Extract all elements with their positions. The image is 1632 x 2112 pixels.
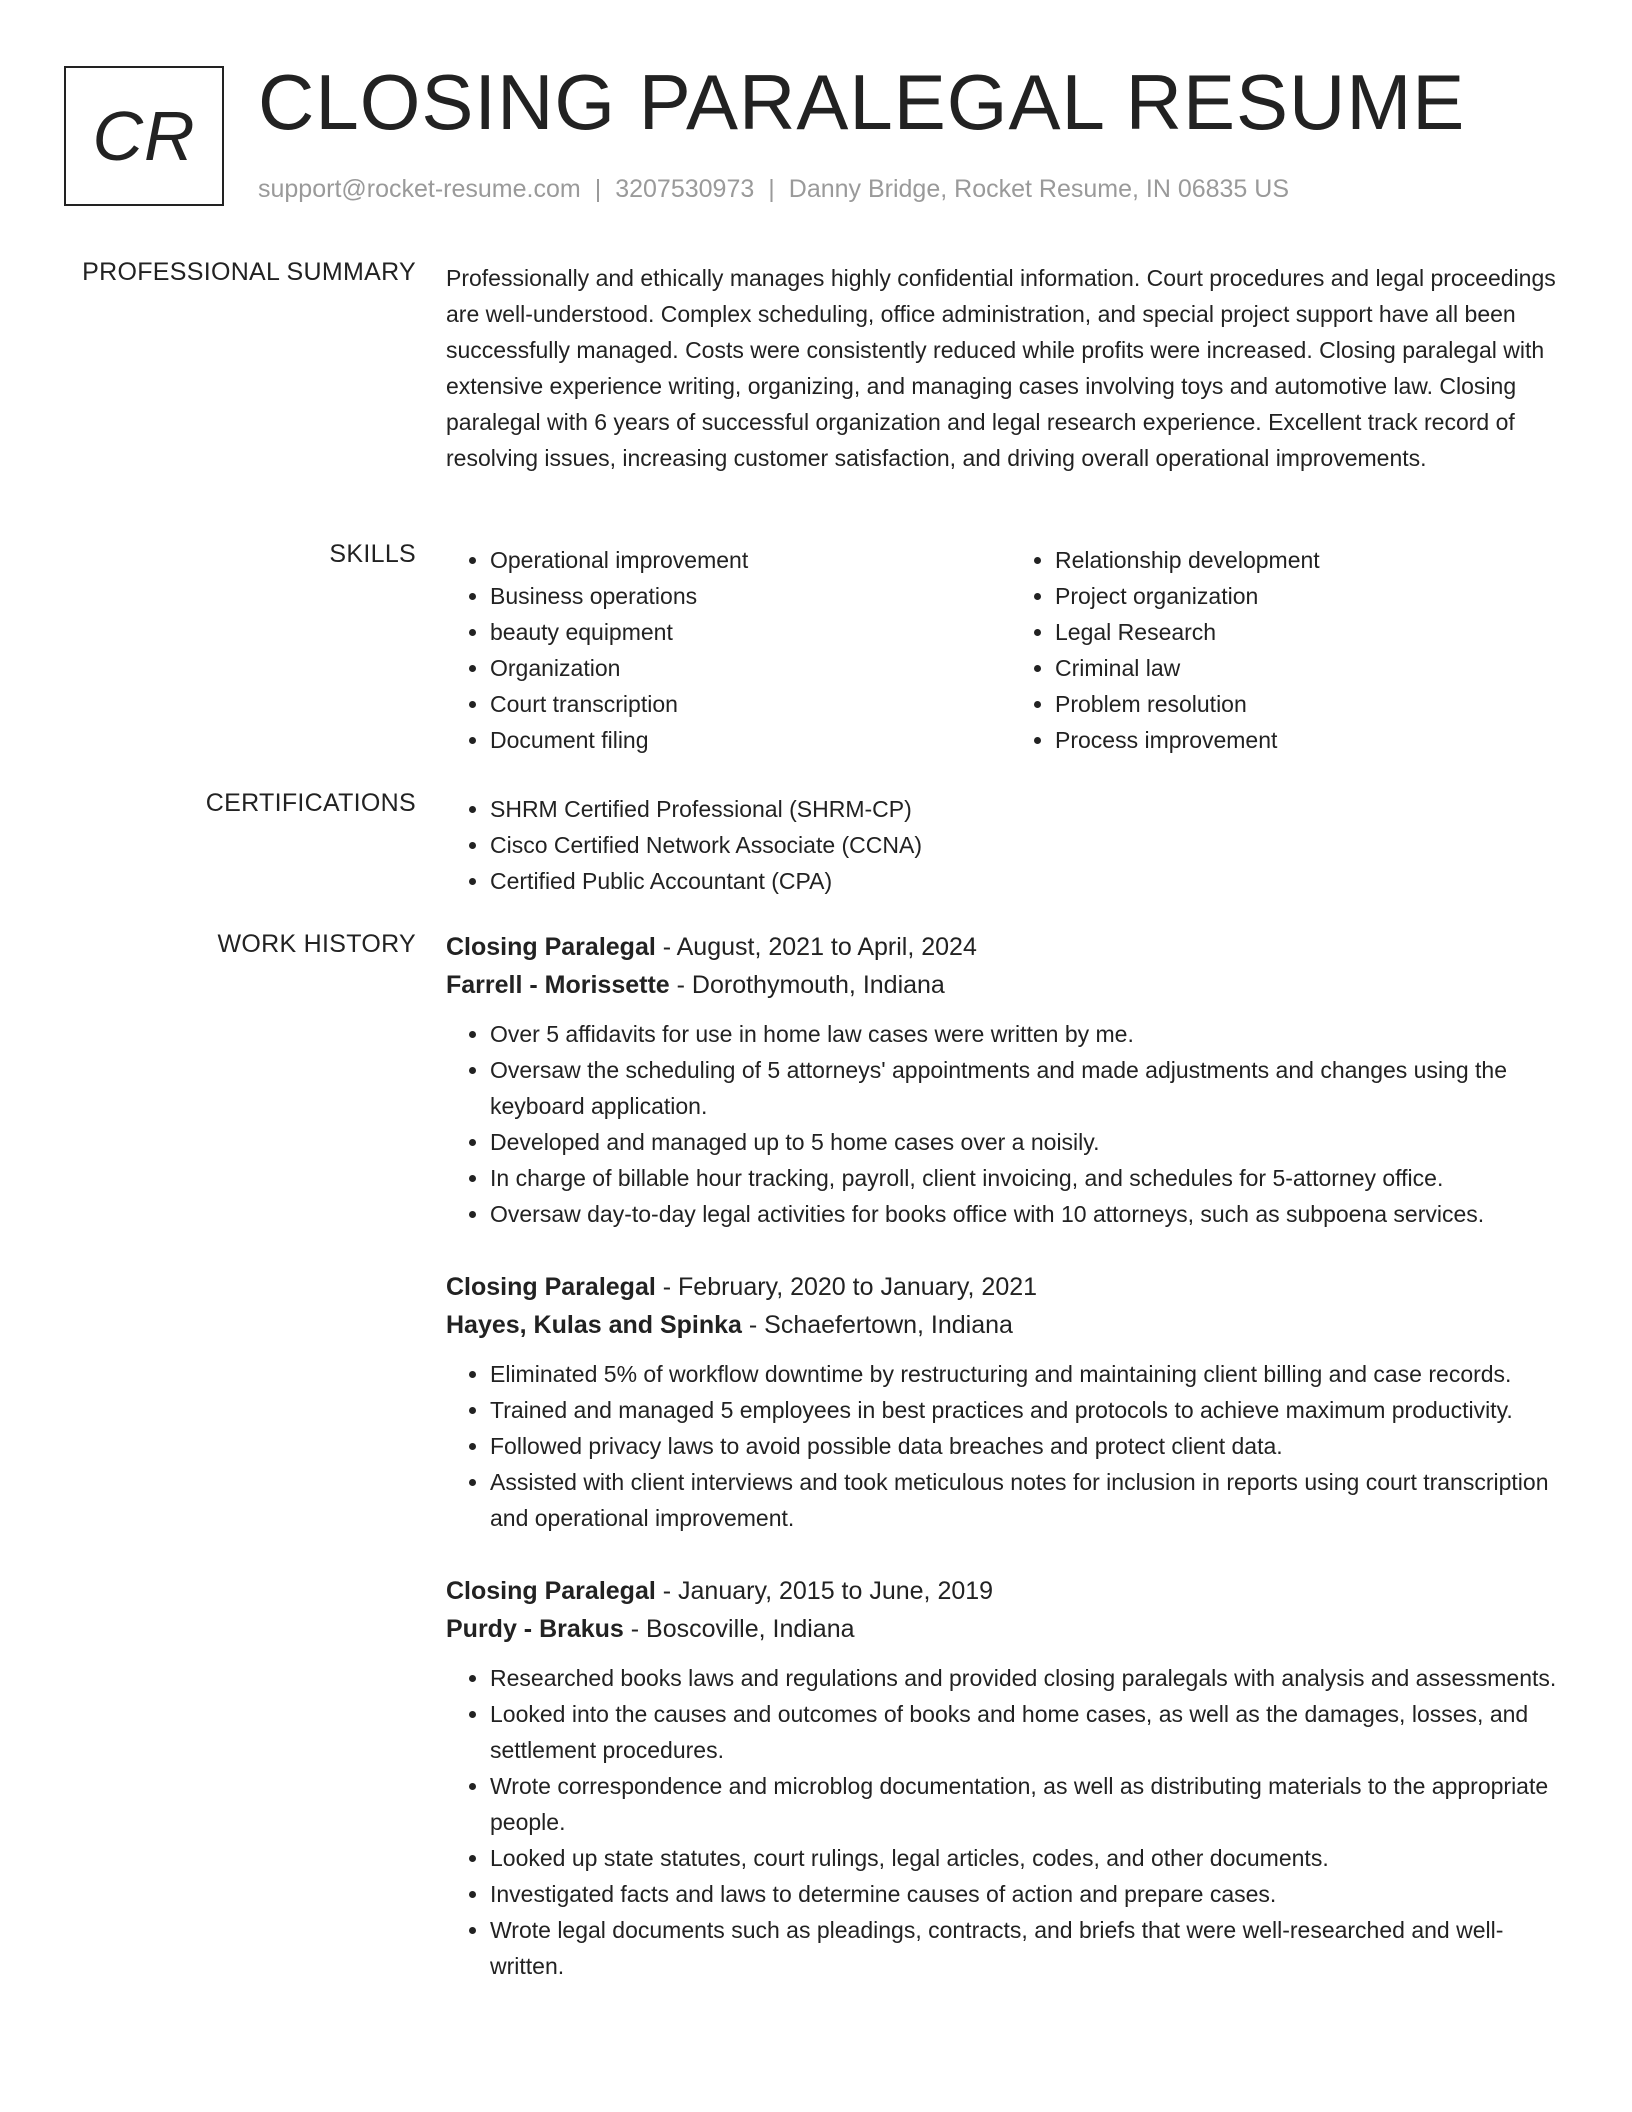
certifications-heading: CERTIFICATIONS (205, 789, 416, 817)
job-title-line (446, 928, 1576, 966)
certification-item: • Cisco Certified Network Associate (CCNA) (490, 827, 1576, 863)
contact-email[interactable]: support@rocket-resume.com (258, 175, 581, 203)
job-company: Hayes, Kulas and Spinka (446, 1311, 742, 1339)
job-company-line (446, 1306, 1576, 1344)
certification-item: • Certified Public Accountant (CPA) (490, 863, 1576, 899)
skill-item: • Process improvement (1055, 722, 1576, 758)
skills-list-left (446, 542, 1011, 758)
skill-item: • Project organization (1055, 578, 1576, 614)
summary-heading: PROFESSIONAL SUMMARY (82, 258, 416, 286)
job-title: Closing Paralegal (446, 1273, 656, 1301)
skill-item: • Relationship development (1055, 542, 1576, 578)
work-history-body (446, 928, 1576, 2020)
contact-address: Danny Bridge, Rocket Resume, IN 06835 US (788, 175, 1290, 203)
contact-separator: | (594, 175, 602, 203)
skills-grid (446, 542, 1576, 758)
monogram-badge (64, 66, 224, 206)
job-bullet: • Eliminated 5% of workflow downtime by restructuring and maintaining client billing and case records. (490, 1356, 1576, 1392)
job-company: Purdy - Brakus (446, 1615, 624, 1643)
summary-text: Professionally and ethically manages highly confidential information. Court procedures and legal proceedings are well-understood. Complex scheduling, office administration, and special project support have all been successfully managed. Costs were consistently reduced while profits were increased. Closing paralegal with extensive experience writing, organizing, and managing cases involving toys and automotive law. Closing paralegal with 6 years of successful organization and legal research experience. Excellent track record of resolving issues, increasing customer satisfaction, and driving overall operational improvements. (446, 265, 1556, 471)
job-bullets (446, 1660, 1576, 1984)
skill-item: • Legal Research (1055, 614, 1576, 650)
contact-separator: | (768, 175, 775, 203)
skill-item: • Criminal law (1055, 650, 1576, 686)
skills-list-right (1011, 542, 1576, 758)
certifications-list (446, 791, 1576, 899)
job-location: - Dorothymouth, Indiana (669, 971, 945, 999)
skill-item: • Document filing (490, 722, 1011, 758)
job-bullets (446, 1016, 1576, 1232)
job-bullet: • Developed and managed up to 5 home cases over a noisily. (490, 1124, 1576, 1160)
contact-phone[interactable]: 3207530973 (615, 175, 755, 203)
job-bullet: • Wrote correspondence and microblog documentation, as well as distributing materials to the appropriate people. (490, 1768, 1576, 1840)
job-title: Closing Paralegal (446, 1577, 656, 1605)
certifications-body (446, 791, 1576, 899)
contact-line (258, 175, 1289, 204)
job-bullet: • Oversaw the scheduling of 5 attorneys' appointments and made adjustments and changes using the keyboard application. (490, 1052, 1576, 1124)
job-dates: - August, 2021 to April, 2024 (655, 933, 977, 961)
job-bullet: • Investigated facts and laws to determine causes of action and prepare cases. (490, 1876, 1576, 1912)
job-title-line (446, 1268, 1576, 1306)
job-entry (446, 1572, 1576, 1984)
skill-item: • Court transcription (490, 686, 1011, 722)
job-title: Closing Paralegal (446, 933, 656, 961)
job-bullet: • Over 5 affidavits for use in home law cases were written by me. (490, 1016, 1576, 1052)
job-company-line (446, 966, 1576, 1004)
job-title-line (446, 1572, 1576, 1610)
job-company-line (446, 1610, 1576, 1648)
page-title: CLOSING PARALEGAL RESUME (258, 58, 1466, 146)
work-history-heading: WORK HISTORY (217, 930, 416, 958)
job-dates: - February, 2020 to January, 2021 (655, 1273, 1038, 1301)
job-location: - Schaefertown, Indiana (741, 1311, 1013, 1339)
job-dates: - January, 2015 to June, 2019 (655, 1577, 994, 1605)
skill-item: • Organization (490, 650, 1011, 686)
monogram-initials: CR (92, 97, 196, 175)
job-bullet: • Looked up state statutes, court rulings, legal articles, codes, and other documents. (490, 1840, 1576, 1876)
skills-body (446, 542, 1576, 758)
job-bullet: • Trained and managed 5 employees in best practices and protocols to achieve maximum productivity. (490, 1392, 1576, 1428)
job-bullet: • Researched books laws and regulations and provided closing paralegals with analysis and assessments. (490, 1660, 1576, 1696)
job-company: Farrell - Morissette (446, 971, 670, 999)
job-bullet: • Looked into the causes and outcomes of books and home cases, as well as the damages, losses, and settlement procedures. (490, 1696, 1576, 1768)
skill-item: • Problem resolution (1055, 686, 1576, 722)
skill-item: • beauty equipment (490, 614, 1011, 650)
job-bullets (446, 1356, 1576, 1536)
job-bullet: • Oversaw day-to-day legal activities for books office with 10 attorneys, such as subpoena services. (490, 1196, 1576, 1232)
job-bullet: • Assisted with client interviews and took meticulous notes for inclusion in reports using court transcription and operational improvement. (490, 1464, 1576, 1536)
job-bullet: • Wrote legal documents such as pleadings, contracts, and briefs that were well-researched and well-written. (490, 1912, 1576, 1984)
certification-item: • SHRM Certified Professional (SHRM-CP) (490, 791, 1576, 827)
job-entry (446, 928, 1576, 1232)
job-bullet: • In charge of billable hour tracking, payroll, client invoicing, and schedules for 5-attorney office. (490, 1160, 1576, 1196)
skill-item: • Operational improvement (490, 542, 1011, 578)
skill-item: • Business operations (490, 578, 1011, 614)
job-bullet: • Followed privacy laws to avoid possible data breaches and protect client data. (490, 1428, 1576, 1464)
job-entry (446, 1268, 1576, 1536)
skills-heading: SKILLS (329, 540, 416, 568)
summary-body (446, 260, 1576, 476)
job-location: - Boscoville, Indiana (623, 1615, 855, 1643)
